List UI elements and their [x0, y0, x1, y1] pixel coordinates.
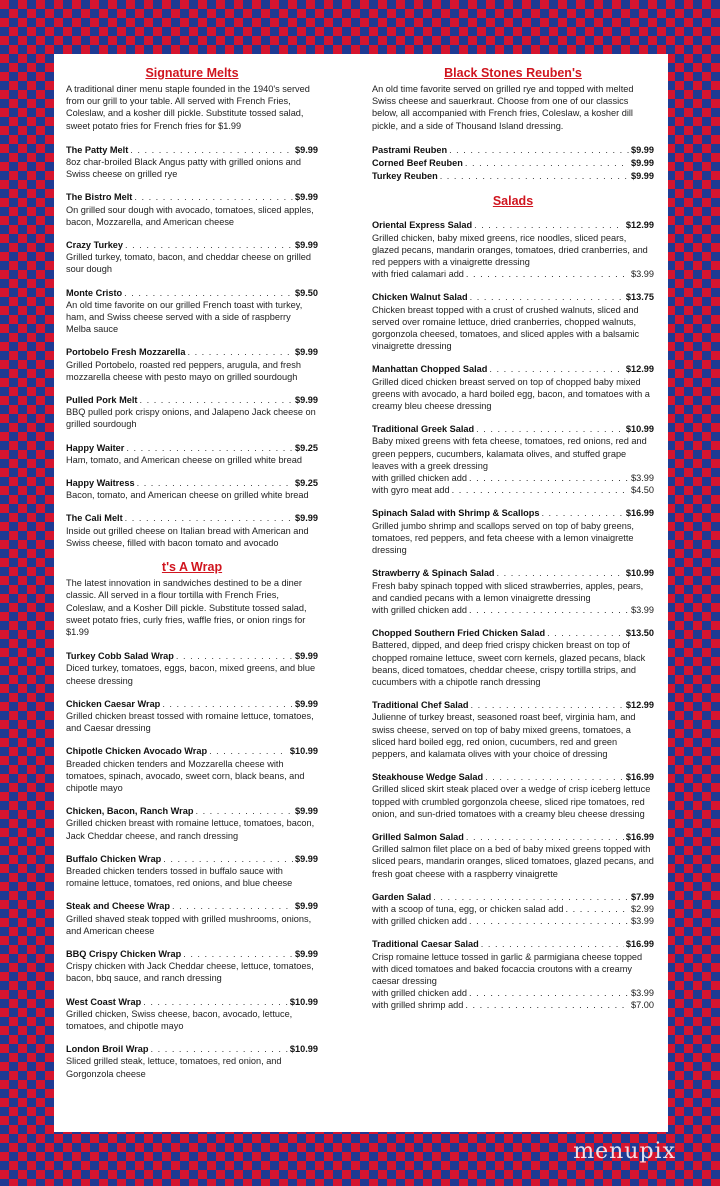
item-name: Crazy Turkey [66, 240, 124, 251]
item-name: Chopped Southern Fried Chicken Salad [372, 628, 546, 639]
menu-item [66, 394, 318, 431]
dot-leader [547, 627, 624, 639]
item-header [372, 699, 654, 711]
section-title-signature-melts: Signature Melts [145, 66, 239, 80]
item-name: Traditional Chef Salad [372, 700, 469, 711]
item-header [372, 291, 654, 303]
item-name: Happy Waiter [66, 442, 125, 453]
item-description: Julienne of turkey breast, seasoned roast beef, virginia ham, and swiss cheese, served on top of baby mixed greens, tomatoes, a sliced hard boiled egg, red onion, cucumbers, red and green peppers, and kalamata olives with your choice of dressing [372, 712, 636, 759]
menu-item [372, 567, 654, 616]
item-description: 8oz char-broiled Black Angus patty with grilled onions and Swiss cheese on grilled rye [66, 157, 301, 180]
item-header [66, 650, 318, 662]
dot-leader [183, 948, 293, 960]
item-description: BBQ pulled pork crispy onions, and Jalapeno Jack cheese on grilled sourdough [66, 407, 316, 430]
item-header [66, 512, 318, 524]
item-name: London Broil Wrap [66, 1044, 149, 1055]
item-description: Grilled jumbo shrimp and scallops served on top of baby greens, tomatoes, red peppers, and feta cheese with a lemon vinaigrette dressing [372, 520, 634, 556]
menu-item [66, 650, 318, 687]
item-price: $9.99 [295, 698, 318, 709]
item-price: $9.99 [295, 806, 318, 817]
item-header [372, 771, 654, 783]
dot-leader [481, 938, 624, 950]
item-price: $9.99 [295, 347, 318, 358]
dot-leader [440, 170, 629, 182]
item-header [66, 698, 318, 710]
item-description: Ham, tomato, and American cheese on grilled white bread [66, 454, 302, 465]
dot-leader [139, 394, 293, 406]
menu-item [66, 900, 318, 937]
item-price: $7.99 [631, 891, 654, 902]
item-name: Oriental Express Salad [372, 220, 473, 231]
menu-item [372, 170, 654, 182]
menu-item [372, 363, 654, 412]
menu-item [66, 996, 318, 1033]
item-name: Chicken Walnut Salad [372, 292, 468, 303]
menu-item [66, 239, 318, 276]
item-header [66, 144, 318, 156]
menupix-watermark: menupix [573, 1139, 676, 1164]
item-header [372, 423, 654, 435]
item-name: Chicken, Bacon, Ranch Wrap [66, 806, 194, 817]
menu-item [66, 512, 318, 549]
addon-name: with grilled chicken add [372, 604, 467, 615]
dot-leader [195, 805, 293, 817]
menu-item [66, 948, 318, 985]
left-column [66, 66, 318, 1091]
item-price: $9.99 [295, 240, 318, 251]
item-name: Chipotle Chicken Avocado Wrap [66, 746, 208, 757]
dot-leader [125, 239, 293, 251]
item-description: Grilled sliced skirt steak placed over a wedge of crisp iceberg lettuce topped with crumbled gorgonzola cheese, sliced ripe tomatoes, red onion, and sun-dried tomatoes with a creamy bleu cheese dressing [372, 784, 651, 819]
item-price: $10.99 [289, 996, 318, 1007]
item-name: Strawberry & Spinach Salad [372, 568, 495, 579]
dot-leader [452, 484, 629, 496]
right-column [372, 66, 654, 1023]
dot-leader [471, 699, 624, 711]
dot-leader [134, 191, 293, 203]
item-price: $10.99 [289, 1044, 318, 1055]
dot-leader [125, 512, 293, 524]
menu-item [372, 891, 654, 928]
wraps-list [66, 650, 318, 1080]
menu-item [372, 627, 654, 688]
menu-item [66, 745, 318, 794]
dot-leader [566, 903, 629, 915]
menu-item [372, 144, 654, 156]
dot-leader [151, 1043, 288, 1055]
item-header [372, 831, 654, 843]
menu-item [372, 157, 654, 169]
item-price: $13.50 [625, 628, 654, 639]
dot-leader [474, 219, 624, 231]
dot-leader [209, 745, 288, 757]
item-name: Pastrami Reuben [372, 144, 448, 155]
dot-leader [137, 477, 293, 489]
item-price: $16.99 [625, 939, 654, 950]
item-price: $9.99 [295, 651, 318, 662]
item-price: $9.99 [295, 513, 318, 524]
item-name: Garden Salad [372, 891, 432, 902]
menu-item [66, 1043, 318, 1080]
dot-leader [130, 144, 293, 156]
item-header [66, 442, 318, 454]
addon-price: $3.99 [631, 604, 654, 615]
dot-leader [497, 567, 624, 579]
section-intro: A traditional diner menu staple founded in the 1940's served from our grill to your table. All served with French Fries, Coleslaw, and a kosher dill pickle. Substitute tossed salad, sweet potato fries for French fries for $1.99 [66, 84, 310, 131]
signature-melts-list [66, 144, 318, 549]
item-header [66, 346, 318, 358]
salads-list [372, 219, 654, 1011]
item-name: Grilled Salmon Salad [372, 831, 464, 842]
section-title-salads: Salads [492, 194, 534, 209]
item-name: The Cali Melt [66, 513, 123, 524]
item-name: Turkey Cobb Salad Wrap [66, 651, 174, 662]
item-price: $9.99 [295, 853, 318, 864]
item-price: $9.99 [295, 192, 318, 203]
item-description: Breaded chicken tenders and Mozzarella cheese with tomatoes, spinach, avocado, sweet corn, black beans, and chipotle mayo [66, 758, 305, 793]
item-addon [372, 915, 654, 927]
item-header [372, 938, 654, 950]
item-price: $10.99 [289, 746, 318, 757]
dot-leader [172, 900, 293, 912]
dot-leader [469, 915, 629, 927]
item-name: Pulled Pork Melt [66, 395, 138, 406]
item-description: Grilled diced chicken breast served on top of chopped baby mixed greens with avocado, a hard boiled egg, bacon, and tomatoes with a creamy bleu cheese dressing [372, 376, 650, 412]
item-price: $9.99 [295, 901, 318, 912]
item-price: $12.99 [625, 220, 654, 231]
item-description: Baby mixed greens with feta cheese, tomatoes, red onions, red and green peppers, cucumbers, kalamata olives, and stuffed grape leaves with a greek dressing [372, 436, 647, 471]
dot-leader [162, 698, 293, 710]
item-header [66, 900, 318, 912]
item-description: Crispy chicken with Jack Cheddar cheese, lettuce, tomatoes, bacon, bbq sauce, and ranch dressing [66, 961, 314, 984]
item-price: $16.99 [625, 508, 654, 519]
item-description: An old time favorite on our grilled French toast with turkey, ham, and Swiss cheese served with a side of raspberry Melba sauce [66, 299, 303, 335]
menu-item [66, 442, 318, 466]
item-addon [372, 472, 654, 484]
item-price: $9.99 [631, 171, 654, 182]
item-header [372, 144, 654, 156]
addon-name: with grilled shrimp add [372, 1000, 464, 1011]
addon-price: $3.99 [631, 916, 654, 927]
addon-price: $4.50 [631, 485, 654, 496]
item-price: $16.99 [625, 772, 654, 783]
menu-item [372, 507, 654, 556]
item-header [66, 477, 318, 489]
menu-panel [54, 54, 668, 1132]
item-name: Chicken Caesar Wrap [66, 698, 161, 709]
dot-leader [143, 996, 288, 1008]
item-header [372, 567, 654, 579]
dot-leader [541, 507, 623, 519]
dot-leader [466, 268, 629, 280]
dot-leader [469, 987, 629, 999]
item-description: Grilled salmon filet place on a bed of baby mixed greens topped with sliced pears, mandarin oranges, sliced tomatoes, glazed pecans, and fresh goat cheese with a raspberry vinaigrette [372, 844, 654, 879]
item-name: Buffalo Chicken Wrap [66, 853, 162, 864]
item-price: $12.99 [625, 700, 654, 711]
reubens-list [372, 144, 654, 183]
item-name: Happy Waitress [66, 478, 135, 489]
item-header [372, 627, 654, 639]
item-price: $16.99 [625, 831, 654, 842]
dot-leader [449, 144, 629, 156]
dot-leader [476, 423, 624, 435]
addon-price: $7.00 [631, 1000, 654, 1011]
addon-name: with grilled chicken add [372, 988, 467, 999]
item-description: Diced turkey, tomatoes, eggs, bacon, mixed greens, and blue cheese dressing [66, 663, 316, 686]
item-name: BBQ Crispy Chicken Wrap [66, 948, 182, 959]
addon-name: with grilled chicken add [372, 916, 467, 927]
item-addon [372, 903, 654, 915]
dot-leader [469, 472, 629, 484]
item-price: $9.99 [295, 144, 318, 155]
item-name: Traditional Greek Salad [372, 424, 475, 435]
menu-item [372, 219, 654, 280]
item-header [66, 996, 318, 1008]
item-header [66, 745, 318, 757]
item-name: West Coast Wrap [66, 996, 142, 1007]
item-price: $9.25 [295, 442, 318, 453]
item-price: $10.99 [625, 424, 654, 435]
item-name: Spinach Salad with Shrimp & Scallops [372, 508, 540, 519]
menu-item [372, 699, 654, 760]
item-addon [372, 987, 654, 999]
item-description: Grilled chicken breast tossed with romaine lettuce, tomatoes, and Caesar dressing [66, 710, 314, 734]
dot-leader [433, 891, 629, 903]
item-price: $9.99 [631, 158, 654, 169]
item-name: The Patty Melt [66, 144, 129, 155]
item-description: Grilled Portobelo, roasted red peppers, arugula, and fresh mozzarella cheese with pesto mayo on grilled sourdough [66, 359, 301, 382]
item-header [372, 219, 654, 231]
item-header [66, 287, 318, 299]
item-addon [372, 268, 654, 280]
section-title-wraps: t's A Wrap [161, 560, 223, 575]
item-header [66, 805, 318, 817]
item-name: Corned Beef Reuben [372, 158, 463, 169]
menu-item [372, 831, 654, 880]
dot-leader [465, 157, 629, 169]
item-description: Grilled turkey, tomato, bacon, and cheddar cheese on grilled sour dough [66, 252, 311, 275]
menu-item [66, 698, 318, 735]
item-price: $12.99 [625, 364, 654, 375]
dot-leader [176, 650, 293, 662]
item-header [372, 891, 654, 903]
item-price: $9.99 [295, 948, 318, 959]
dot-leader [126, 442, 293, 454]
dot-leader [187, 346, 293, 358]
dot-leader [489, 363, 624, 375]
item-name: Steak and Cheese Wrap [66, 901, 170, 912]
item-name: Portobelo Fresh Mozzarella [66, 347, 186, 358]
item-name: Turkey Reuben [372, 171, 438, 182]
menu-item [372, 771, 654, 820]
item-description: Breaded chicken tenders tossed in buffalo sauce with romaine lettuce, tomatoes, red onions, and blue cheese [66, 865, 293, 889]
item-addon [372, 484, 654, 496]
item-price: $10.99 [625, 568, 654, 579]
item-description: Battered, dipped, and deep fried crispy chicken breast on top of chopped romaine lettuce, sweet corn kernels, glazed pecans, black beans, diced tomatoes, cheddar cheese, crispy tortilla strips, and cucumbers with a chipotle ranch dressing [372, 640, 646, 687]
item-name: Manhattan Chopped Salad [372, 364, 488, 375]
dot-leader [466, 831, 624, 843]
item-description: Crisp romaine lettuce tossed in garlic & parmigiana cheese topped with diced tomatoes and baked focaccia croutons with a creamy caesar dressing [372, 951, 643, 986]
addon-name: with grilled chicken add [372, 473, 467, 484]
dot-leader [469, 604, 629, 616]
menu-item [66, 191, 318, 228]
item-header [372, 170, 654, 182]
item-description: Grilled chicken breast with romaine lettuce, tomatoes, bacon, Jack Cheddar cheese, and ranch dressing [66, 818, 315, 841]
item-description: Sliced grilled steak, lettuce, tomatoes, red onion, and Gorgonzola cheese [66, 1056, 282, 1079]
item-header [372, 157, 654, 169]
addon-name: with gyro meat add [372, 485, 450, 496]
menu-item [66, 287, 318, 336]
item-name: Traditional Caesar Salad [372, 939, 479, 950]
addon-price: $2.99 [631, 903, 654, 914]
menu-item [66, 477, 318, 501]
item-description: Bacon, tomato, and American cheese on grilled white bread [66, 490, 309, 501]
menu-item [66, 853, 318, 890]
item-name: The Bistro Melt [66, 192, 133, 203]
item-price: $9.99 [295, 395, 318, 406]
item-header [66, 1043, 318, 1055]
menu-item [66, 346, 318, 383]
dot-leader [124, 287, 293, 299]
item-price: $13.75 [625, 292, 654, 303]
addon-name: with a scoop of tuna, egg, or chicken salad add [372, 903, 564, 914]
addon-price: $3.99 [631, 269, 654, 280]
section-intro: The latest innovation in sandwiches destined to be a diner classic. All served in a flour tortilla with French Fries, Coleslaw, and a Kosher Dill pickle. Substitute tossed salad, sweet potato fries, curly fries, waffle fries, or onion rings for $1.99 [66, 578, 307, 637]
addon-name: with fried calamari add [372, 269, 464, 280]
item-addon [372, 604, 654, 616]
item-header [66, 948, 318, 960]
item-description: Chicken breast topped with a crust of crushed walnuts, sliced and served over romaine lettuce, dried cranberries, chopped walnuts, gorgonzola cheesed, tomatoes, and sliced apples with a balsamic vinaigrette dressing [372, 304, 640, 352]
addon-price: $3.99 [631, 988, 654, 999]
item-description: Inside out grilled cheese on Italian bread with American and Swiss cheese, filled with bacon tomato and avocado [66, 525, 309, 548]
item-description: On grilled sour dough with avocado, tomatoes, sliced apples, bacon, Mozzarella, and American cheese [66, 204, 314, 227]
menu-item [66, 144, 318, 181]
addon-price: $3.99 [631, 473, 654, 484]
dot-leader [470, 291, 624, 303]
dot-leader [485, 771, 624, 783]
item-description: Grilled chicken, baby mixed greens, rice noodles, sliced pears, glazed pecans, mandarin oranges, tomatoes, dried cranberries, and red peppers with a vinaigrette dressing [372, 232, 648, 268]
dot-leader [163, 853, 293, 865]
item-addon [372, 999, 654, 1011]
section-intro: An old time favorite served on grilled rye and topped with melted Swiss cheese and sauerkraut. Choose from one of our classics below, all accompanied with French fries, Coleslaw, a kosher dill pickle, and a side of Thousand Island dressing. [372, 84, 634, 131]
item-description: Grilled chicken, Swiss cheese, bacon, avocado, lettuce, tomatoes, and chipotle mayo [66, 1008, 293, 1031]
item-header [66, 853, 318, 865]
item-header [372, 363, 654, 375]
item-header [66, 394, 318, 406]
item-header [372, 507, 654, 519]
item-name: Monte Cristo [66, 287, 123, 298]
item-price: $9.99 [631, 144, 654, 155]
item-name: Steakhouse Wedge Salad [372, 772, 484, 783]
menu-item [372, 423, 654, 496]
item-description: Fresh baby spinach topped with sliced strawberries, apples, pears, and candied pecans with a lemon vinaigrette dressing [372, 580, 644, 603]
dot-leader [465, 999, 629, 1011]
item-price: $9.50 [295, 287, 318, 298]
section-title-reubens: Black Stones Reuben's [444, 66, 582, 80]
menu-item [372, 938, 654, 1011]
menu-item [66, 805, 318, 842]
item-header [66, 239, 318, 251]
item-header [66, 191, 318, 203]
item-price: $9.25 [295, 478, 318, 489]
menu-item [372, 291, 654, 352]
item-description: Grilled shaved steak topped with grilled mushrooms, onions, and American cheese [66, 913, 312, 936]
